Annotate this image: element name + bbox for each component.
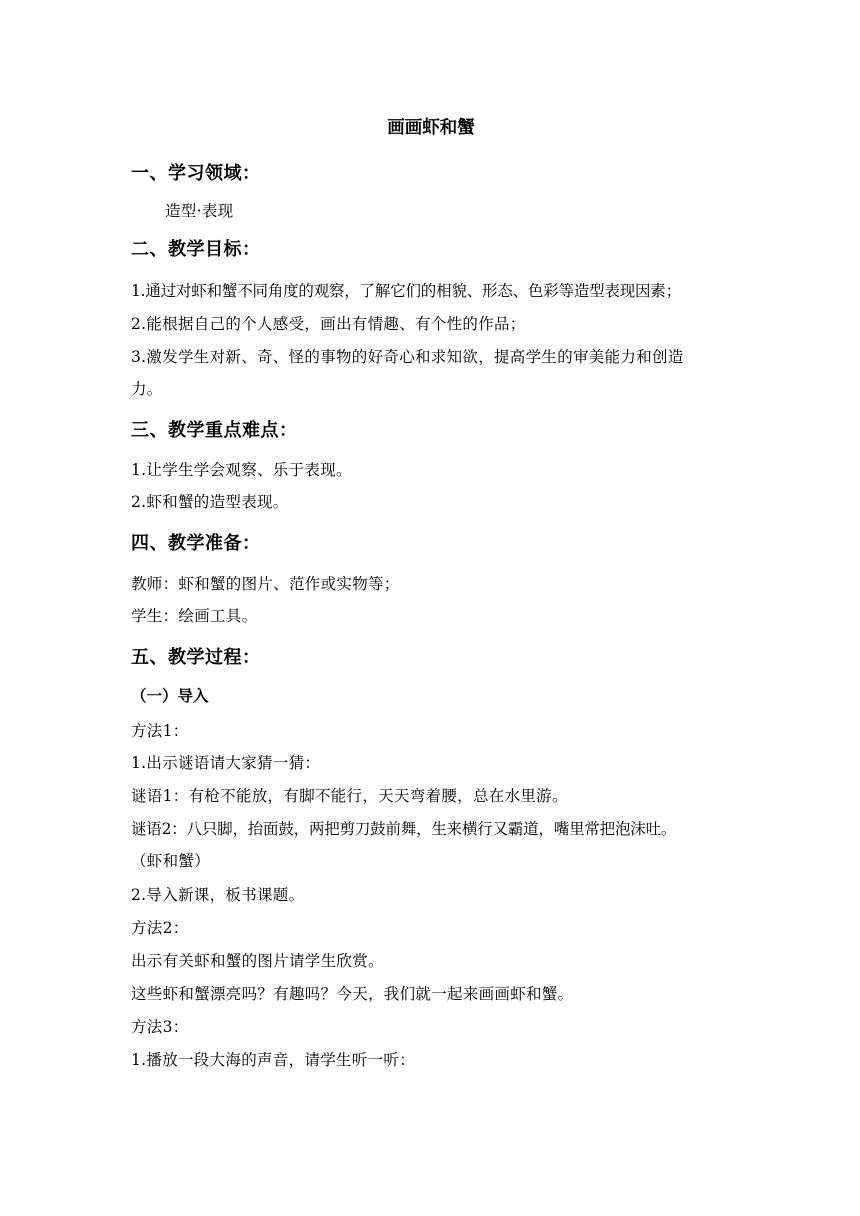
- process-line: 方法3：: [131, 1018, 189, 1036]
- process-line: 这些虾和蟹漂亮吗？有趣吗？今天，我们就一起来画画虾和蟹。: [131, 985, 574, 1003]
- section-heading-key-points: 三、教学重点难点：: [131, 420, 298, 441]
- process-line: 方法2：: [131, 919, 189, 937]
- process-line: 出示有关虾和蟹的图片请学生欣赏。: [131, 952, 384, 970]
- process-line: （虾和蟹）: [131, 852, 211, 870]
- section-heading-preparation: 四、教学准备：: [131, 533, 261, 554]
- subsection-heading-intro: （一）导入: [131, 687, 209, 705]
- preparation-item: 教师：虾和蟹的图片、范作或实物等；: [131, 575, 400, 593]
- goal-item-continuation: 力。: [131, 380, 163, 398]
- learning-area-content: 造型·表现: [165, 202, 234, 220]
- key-point-item: 1.让学生学会观察、乐于表现。: [131, 461, 352, 479]
- process-line: 谜语2：八只脚，抬面鼓，两把剪刀鼓前舞，生来横行又霸道，嘴里常把泡沫吐。: [131, 820, 677, 838]
- process-line: 方法1：: [131, 722, 189, 740]
- process-line: 2.导入新课，板书课题。: [131, 886, 305, 904]
- process-line: 谜语1：有枪不能放，有脚不能行，天天弯着腰，总在水里游。: [131, 787, 568, 805]
- goal-item: 1.通过对虾和蟹不同角度的观察，了解它们的相貌、形态、色彩等造型表现因素；: [131, 282, 681, 300]
- key-point-item: 2.虾和蟹的造型表现。: [131, 493, 289, 511]
- document-title: 画画虾和蟹: [387, 118, 475, 138]
- section-heading-learning-area: 一、学习领域：: [131, 163, 261, 184]
- section-heading-teaching-process: 五、教学过程：: [131, 647, 261, 668]
- process-line: 1.出示谜语请大家猜一猜：: [131, 754, 321, 772]
- section-heading-teaching-goals: 二、教学目标：: [131, 239, 261, 260]
- goal-item: 2.能根据自己的个人感受，画出有情趣、有个性的作品；: [131, 315, 526, 333]
- process-line: 1.播放一段大海的声音，请学生听一听：: [131, 1051, 415, 1069]
- goal-item: 3.激发学生对新、奇、怪的事物的好奇心和求知欲，提高学生的审美能力和创造: [131, 348, 684, 366]
- preparation-item: 学生：绘画工具。: [131, 607, 258, 625]
